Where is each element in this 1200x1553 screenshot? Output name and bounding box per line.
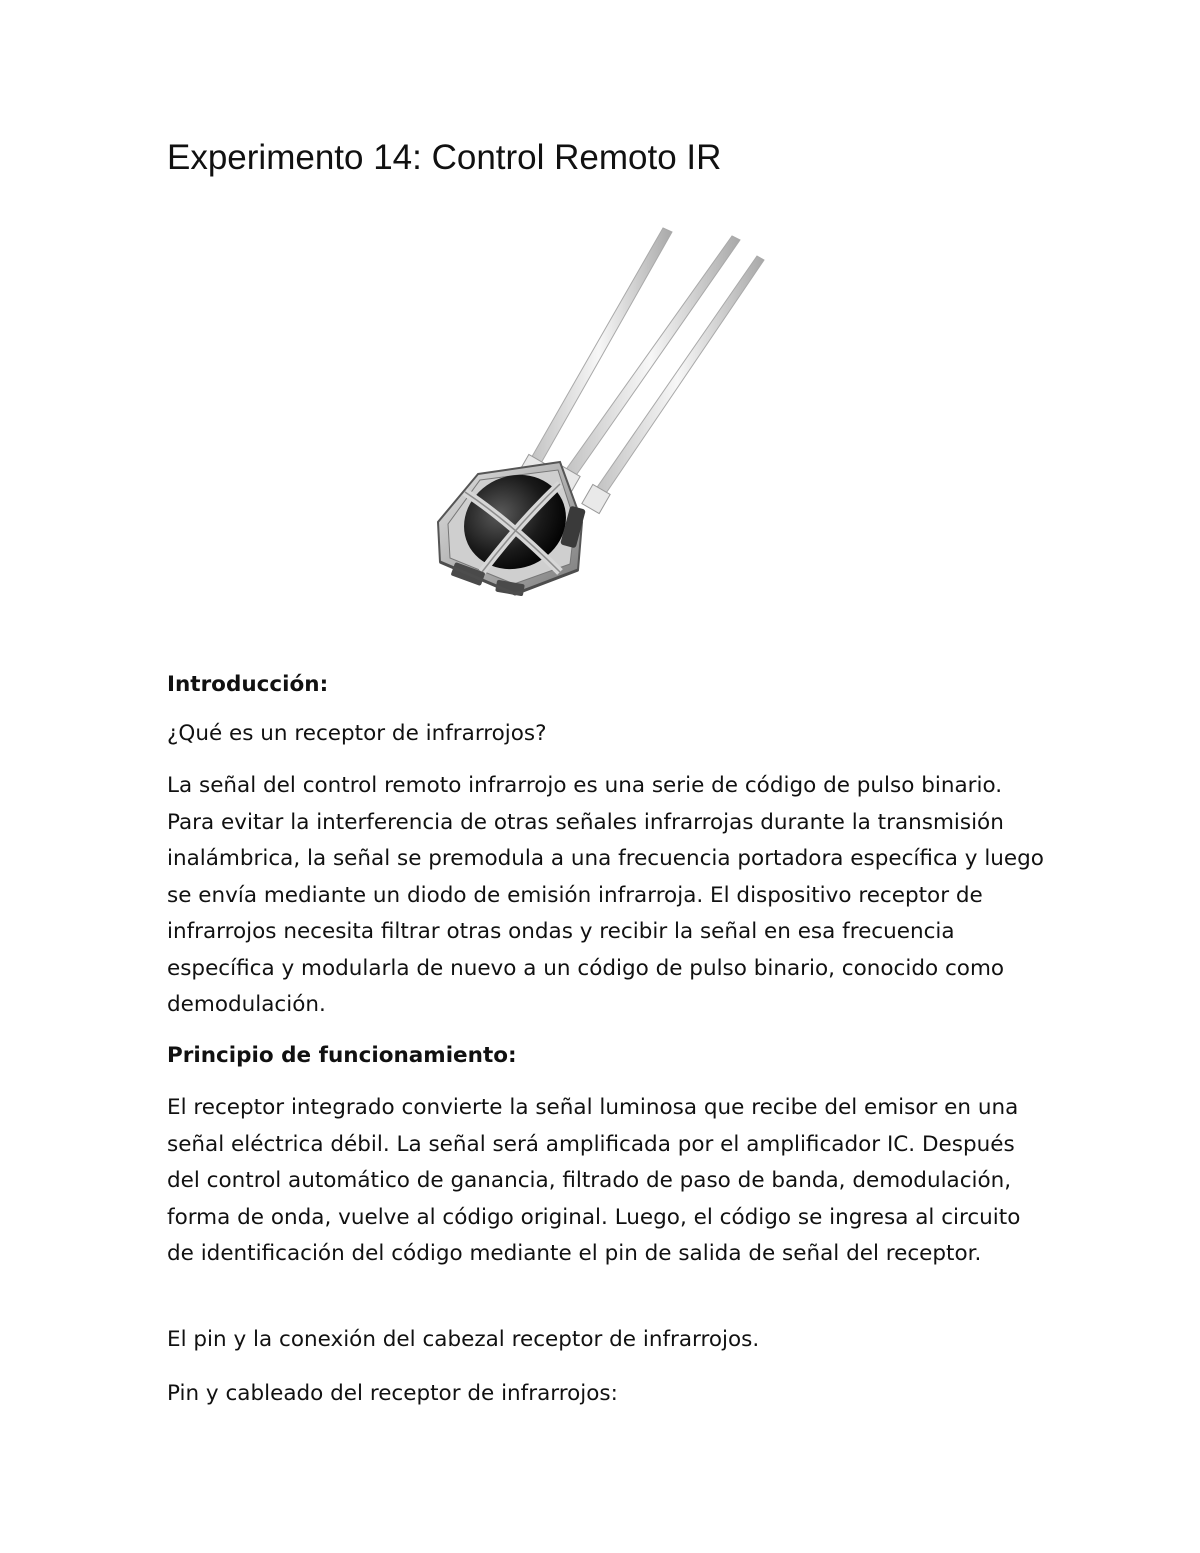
paragraph-pin-wiring: Pin y cableado del receptor de infrarrojos:	[167, 1381, 618, 1406]
paragraph-pin-connection: El pin y la conexión del cabezal receptor de infrarrojos.	[167, 1327, 760, 1352]
question-line: ¿Qué es un receptor de infrarrojos?	[167, 721, 547, 746]
principle-heading: Principio de funcionamiento:	[167, 1043, 517, 1068]
paragraph-intro-body: La señal del control remoto infrarrojo es una serie de código de pulso binario. Para evitar la interferencia de otras señales infrarrojas durante la transmisión inalámbrica, la señal se premodula a una frecuencia portadora específica y luego se envía mediante un diodo de emisión infrarroja. El dispositivo receptor de infrarrojos necesita filtrar otras ondas y recibir la señal en esa frecuencia específica y modularla de nuevo a un código de pulso binario, conocido como demodulación.	[167, 773, 1044, 1017]
ir-receiver-image	[410, 222, 790, 602]
paragraph-principle-body: El receptor integrado convierte la señal luminosa que recibe del emisor en una señal eléctrica débil. La señal será amplificada por el amplificador IC. Después del control automático de ganancia, filtrado de paso de banda, demodulación, forma de onda, vuelve al código original. Luego, el código se ingresa al circuito de identificación del código mediante el pin de salida de señal del receptor.	[167, 1095, 1021, 1266]
document-title: Experimento 14: Control Remoto IR	[167, 138, 722, 177]
introduction-heading: Introducción:	[167, 672, 329, 697]
ir-receiver-component-photo	[410, 222, 790, 602]
